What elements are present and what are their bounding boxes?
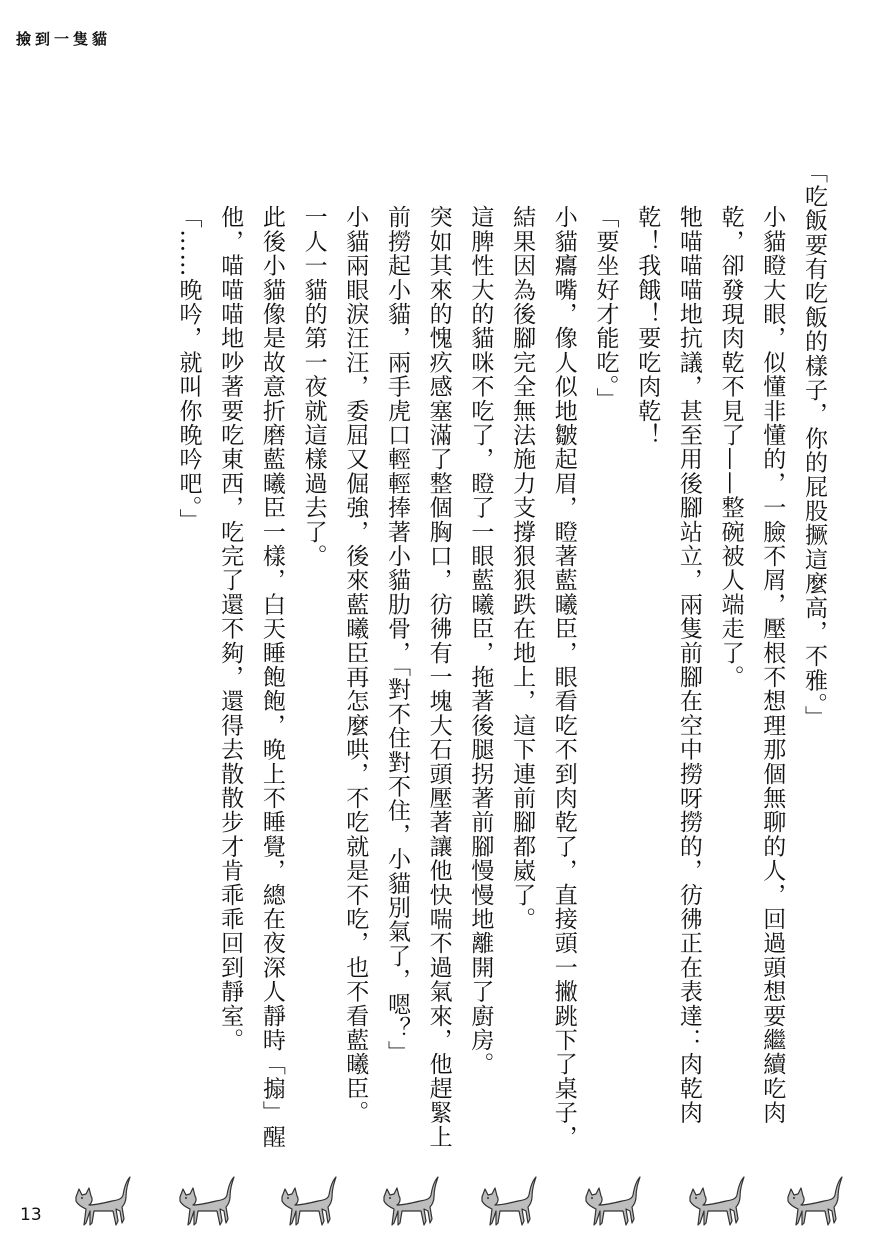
walking-cat-icon xyxy=(70,1171,134,1231)
page-number: 13 xyxy=(20,1205,42,1225)
walking-cat-icon xyxy=(276,1171,340,1231)
paragraph: 此後小貓像是故意折磨藍曦臣一樣，白天睡飽飽，晚上不睡覺，總在夜深人靜時「搧」醒他，喵喵喵地吵著要吃東西，吃完了還不夠，還得去散散步才肯乖乖回到靜室。 xyxy=(217,205,285,1149)
paragraph: 「吃飯要有吃飯的樣子，你的屁股撅這麼高，不雅。」 xyxy=(801,160,827,730)
walking-cat-icon xyxy=(378,1171,442,1231)
paragraph: 「要坐好才能吃。」 xyxy=(592,205,619,412)
paragraph: 一人一貓的第一夜就這樣過去了。 xyxy=(300,205,327,568)
page-footer xyxy=(0,1165,874,1235)
walking-cat-icon xyxy=(684,1171,748,1231)
story-text xyxy=(34,160,834,1150)
paragraph: 「……晚吟，就叫你晚吟吧。」 xyxy=(175,205,202,533)
paragraph: 牠喵喵喵地抗議，甚至用後腳站立，兩隻前腳在空中撈呀撈的，彷彿正在表達：肉乾肉乾！我餓！要吃肉乾！ xyxy=(634,205,702,1125)
walking-cat-icon xyxy=(580,1171,644,1231)
paragraph: 這脾性大的貓咪不吃了，瞪了一眼藍曦臣，拖著後腿拐著前腳慢慢地離開了廚房。 xyxy=(467,205,494,1077)
paragraph: 小貓瞪大眼，似懂非懂的，一臉不屑，壓根不想理那個無聊的人，回過頭想要繼續吃肉乾，卻發現肉乾不見了——整碗被人端走了。 xyxy=(717,205,786,1125)
walking-cat-icon xyxy=(782,1171,846,1231)
paragraph: 突如其來的愧疚感塞滿了整個胸口，彷彿有一塊大石頭壓著讓他快喘不過氣來，他趕緊上前撈起小貓，兩手虎口輕輕捧著小貓肋骨，「對不住對不住，小貓別氣了，嗯？」 xyxy=(383,205,452,1149)
paragraph: 小貓兩眼淚汪汪，委屈又倔強，後來藍曦臣再怎麼哄，不吃就是不吃，也不看藍曦臣。 xyxy=(342,205,369,1125)
walking-cat-icon xyxy=(174,1171,238,1231)
running-title: 撿到一隻貓 xyxy=(16,30,112,48)
paragraph: 小貓癟嘴，像人似地皺起眉，瞪著藍曦臣，眼看吃不到肉乾了，直接頭一撇跳下了桌子，結果因為後腳完全無法施力支撐狠狠跌在地上，這下連前腳都崴了。 xyxy=(509,205,577,1149)
walking-cat-icon xyxy=(476,1171,540,1231)
